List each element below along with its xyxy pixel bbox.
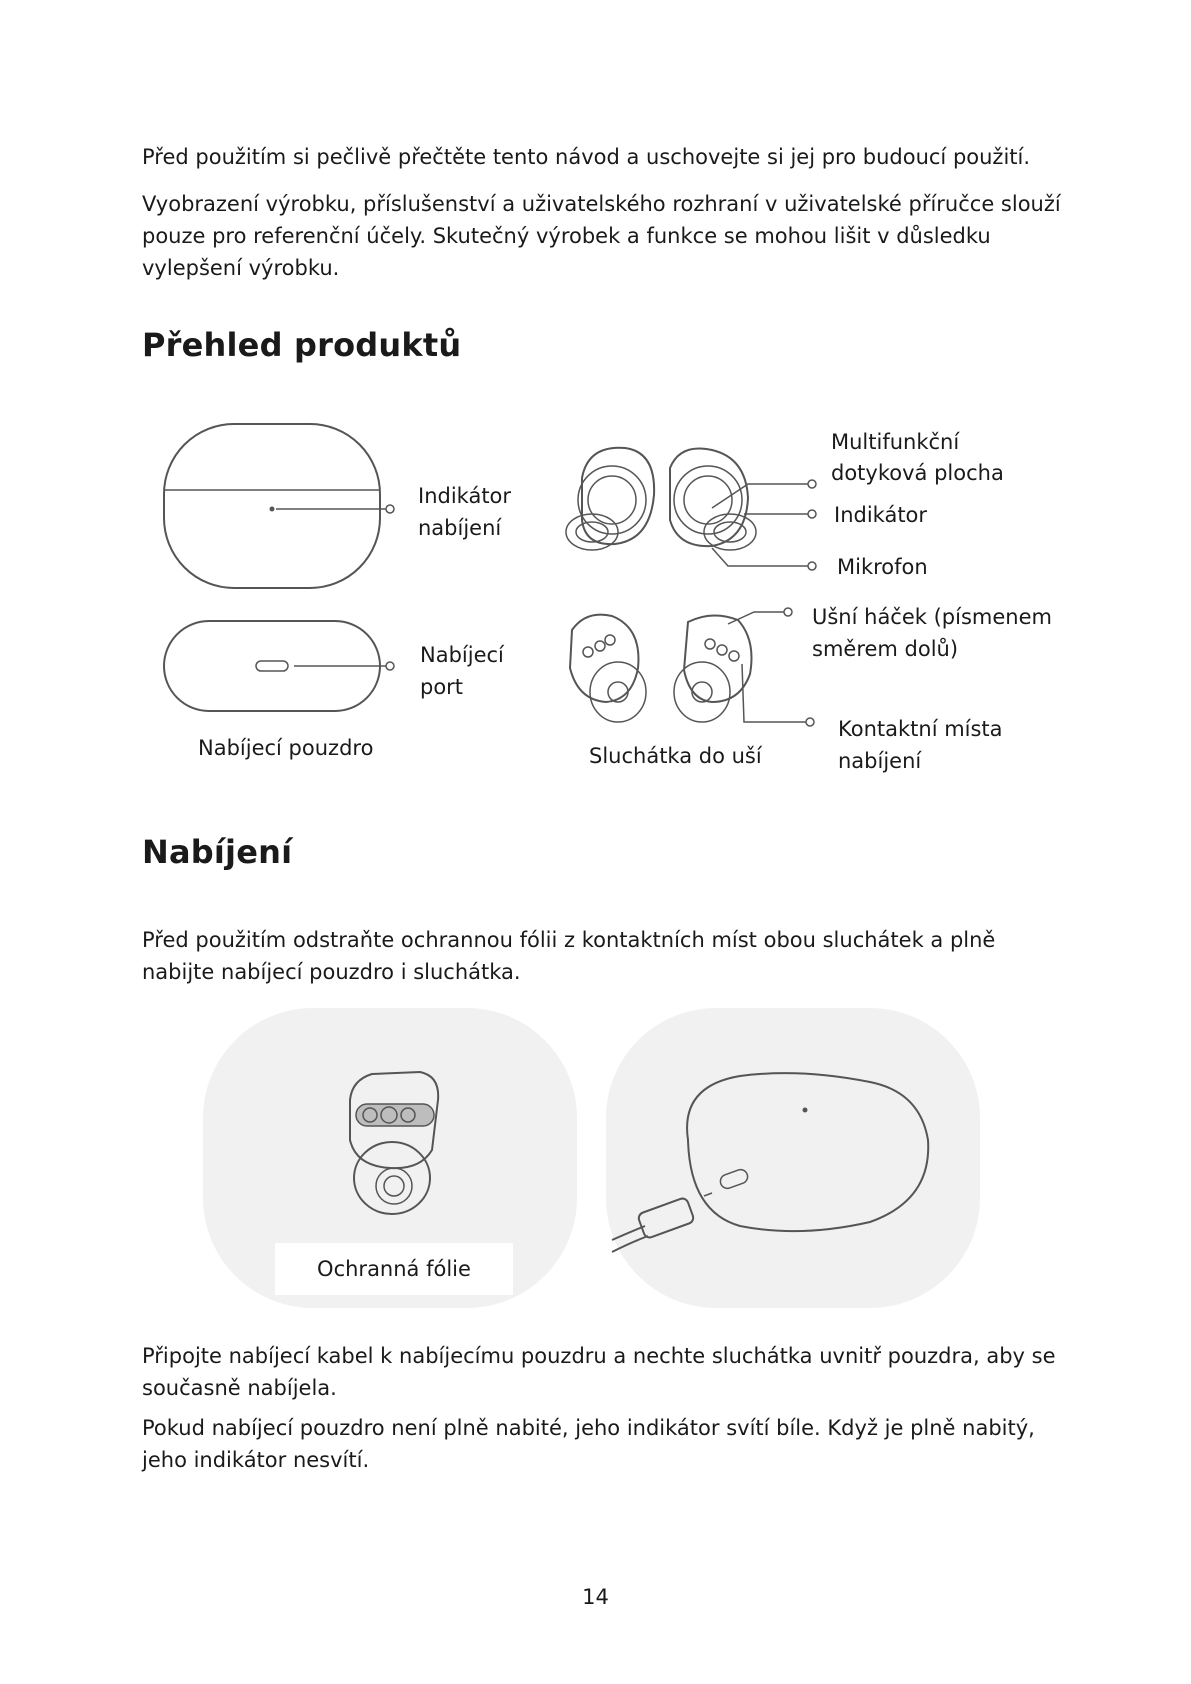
intro-paragraph-1: Před použitím si pečlivě přečtěte tento návod a uschovejte si jej pro budoucí použití. xyxy=(142,145,1031,169)
label-charging-port-line2: port xyxy=(420,675,464,699)
label-ear-hook-line1: Ušní háček (písmenem xyxy=(812,605,1052,629)
caption-earbuds: Sluchátka do uší xyxy=(589,744,762,768)
protective-film-caption: Ochranná fólie xyxy=(275,1243,513,1295)
label-charging-contacts-line2: nabíjení xyxy=(838,749,922,773)
caption-charging-case: Nabíjecí pouzdro xyxy=(198,736,374,760)
label-charging-indicator-line2: nabíjení xyxy=(418,516,502,540)
label-touch-area-line2: dotyková plocha xyxy=(831,461,1004,485)
page-number: 14 xyxy=(582,1585,609,1609)
label-ear-hook-line2: směrem dolů) xyxy=(812,637,959,661)
label-microphone: Mikrofon xyxy=(837,555,928,579)
charging-paragraph-1: Před použitím odstraňte ochrannou fólii z kontaktních míst obou sluchátek a plně nabijte nabíjecí pouzdro i sluchátka. xyxy=(142,928,996,984)
case-cable-panel xyxy=(606,1008,980,1308)
label-charging-port-line1: Nabíjecí xyxy=(420,643,504,667)
label-charging-indicator-line1: Indikátor xyxy=(418,484,512,508)
overview-heading: Přehled produktů xyxy=(142,326,462,364)
charging-paragraph-2: Připojte nabíjecí kabel k nabíjecímu pouzdru a nechte sluchátka uvnitř pouzdra, aby se současně nabíjela. xyxy=(142,1344,1056,1400)
intro-paragraph-2: Vyobrazení výrobku, příslušenství a uživatelského rozhraní v uživatelské příručce slouží pouze pro referenční účely. Skutečný výrobek a funkce se mohou lišit v důsledku vylepšení výrobku. xyxy=(142,192,1061,280)
charging-heading: Nabíjení xyxy=(142,833,293,871)
label-earbud-indicator: Indikátor xyxy=(834,503,928,527)
label-charging-contacts-line1: Kontaktní místa xyxy=(838,717,1003,741)
label-touch-area-line1: Multifunkční xyxy=(831,430,960,454)
charging-paragraph-3: Pokud nabíjecí pouzdro není plně nabité, jeho indikátor svítí bíle. Když je plně nabitý, jeho indikátor nesvítí. xyxy=(142,1416,1035,1472)
